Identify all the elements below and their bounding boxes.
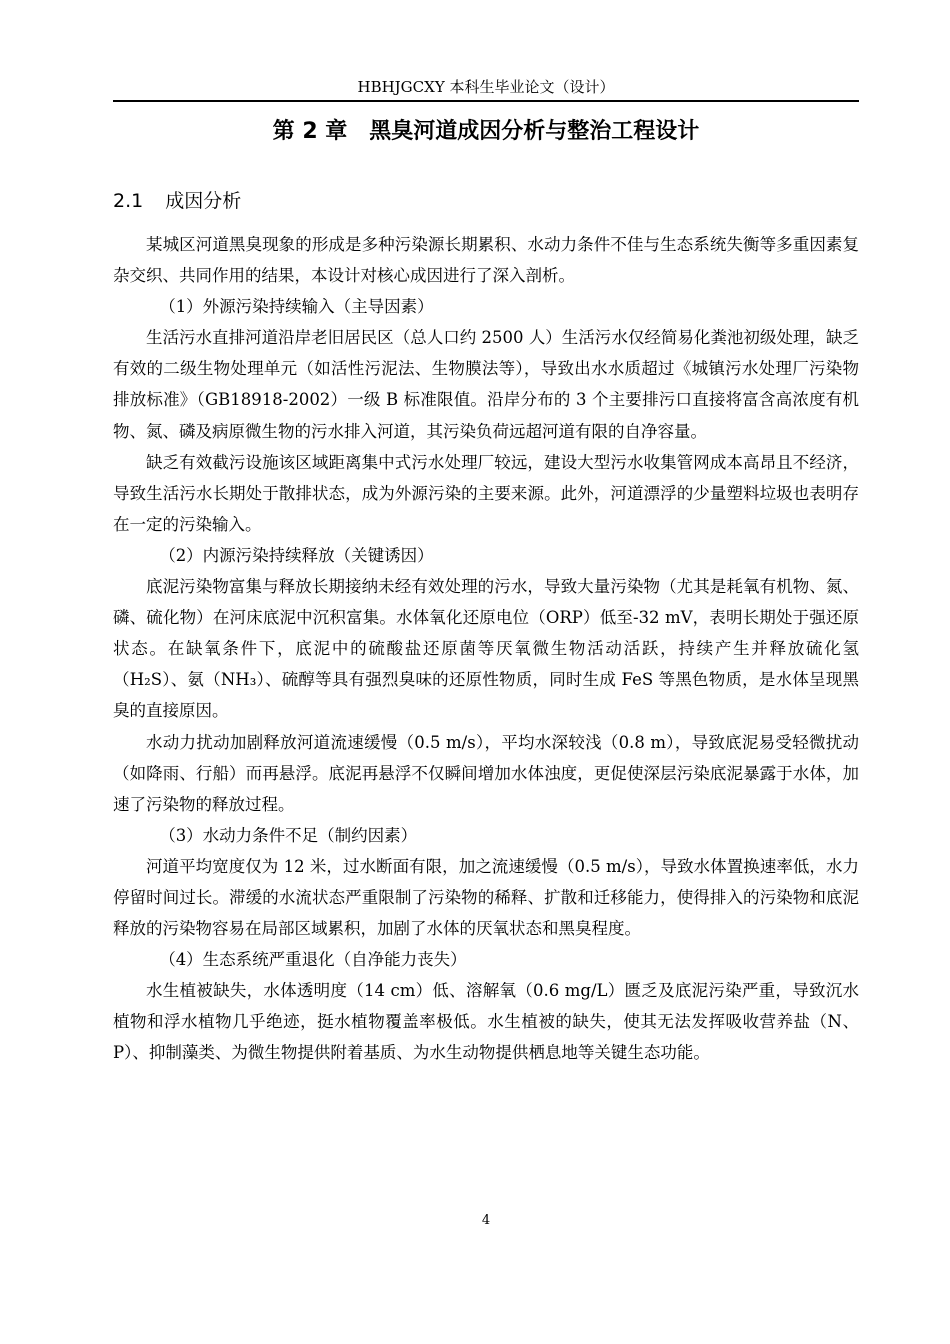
paragraph: 生活污水直排河道沿岸老旧居民区（总人口约 2500 人）生活污水仅经简易化粪池初级处理，缺乏有效的二级生物处理单元（如活性污泥法、生物膜法等），导致出水水质超过《城镇污水处理厂污染物排放标准》（GB18918-2002）一级 B 标准限值。沿岸分布的 3 个主要排污口直接将富含高浓度有机物、氮、磷及病原微生物的污水排入河道，其污染负荷远超河道有限的自净容量。 bbox=[113, 328, 859, 441]
paragraph: 缺乏有效截污设施该区域距离集中式污水处理厂较远，建设大型污水收集管网成本高昂且不经济，导致生活污水长期处于散排状态，成为外源污染的主要来源。此外，河道漂浮的少量塑料垃圾也表明存在一定的污染输入。 bbox=[113, 452, 859, 534]
paragraph: 河道平均宽度仅为 12 米，过水断面有限，加之流速缓慢（0.5 m/s），导致水体置换速率低，水力停留时间过长。滞缓的水流状态严重限制了污染物的稀释、扩散和迁移能力，使得排入的污染物和底泥释放的污染物容易在局部区域累积，加剧了水体的厌氧状态和黑臭程度。 bbox=[113, 856, 859, 939]
paragraph: 水动力扰动加剧释放河道流速缓慢（0.5 m/s），平均水深较浅（0.8 m），导致底泥易受轻微扰动（如降雨、行船）而再悬浮。底泥再悬浮不仅瞬间增加水体浊度，更促使深层污染底泥暴露于水体，加速了污染物的释放过程。 bbox=[113, 732, 859, 814]
section-heading bbox=[113, 186, 241, 216]
chapter-title: 第 2 章 黑臭河道成因分析与整治工程设计 bbox=[272, 119, 700, 144]
section-number: 2.1 bbox=[113, 190, 144, 212]
subheading: （2）内源污染持续释放（关键诱因） bbox=[159, 545, 434, 565]
running-header: HBHJGCXY 本科生毕业论文（设计） bbox=[357, 78, 615, 96]
section-title: 成因分析 bbox=[165, 190, 242, 212]
paragraph: 水生植被缺失，水体透明度（14 cm）低、溶解氧（0.6 mg/L）匮乏及底泥污染严重，导致沉水植物和浮水植物几乎绝迹，挺水植物覆盖率极低。水生植被的缺失，使其无法发挥吸收营养盐（N、P）、抑制藻类、为微生物提供附着基质、为水生动物提供栖息地等关键生态功能。 bbox=[113, 981, 859, 1063]
page-number: 4 bbox=[481, 1213, 491, 1228]
subheading: （1）外源污染持续输入（主导因素） bbox=[159, 297, 434, 317]
subheading: （3）水动力条件不足（制约因素） bbox=[159, 825, 418, 845]
body-text bbox=[113, 229, 859, 1069]
paragraph: 某城区河道黑臭现象的形成是多种污染源长期累积、水动力条件不佳与生态系统失衡等多重因素复杂交织、共同作用的结果，本设计对核心成因进行了深入剖析。 bbox=[113, 235, 859, 286]
subheading: （4）生态系统严重退化（自净能力丧失） bbox=[159, 950, 467, 970]
paragraph: 底泥污染物富集与释放长期接纳未经有效处理的污水，导致大量污染物（尤其是耗氧有机物、氮、磷、硫化物）在河床底泥中沉积富集。水体氧化还原电位（ORP）低至-32 mV，表明长期处于强还原状态。在缺氧条件下，底泥中的硫酸盐还原菌等厌氧微生物活动活跃，持续产生并释放硫化氢（H₂S）、氨（NH₃）、硫醇等具有强烈臭味的还原性物质，同时生成 FeS 等黑色物质，是水体呈现黑臭的直接原因。 bbox=[113, 577, 859, 721]
header-rule bbox=[113, 100, 859, 102]
